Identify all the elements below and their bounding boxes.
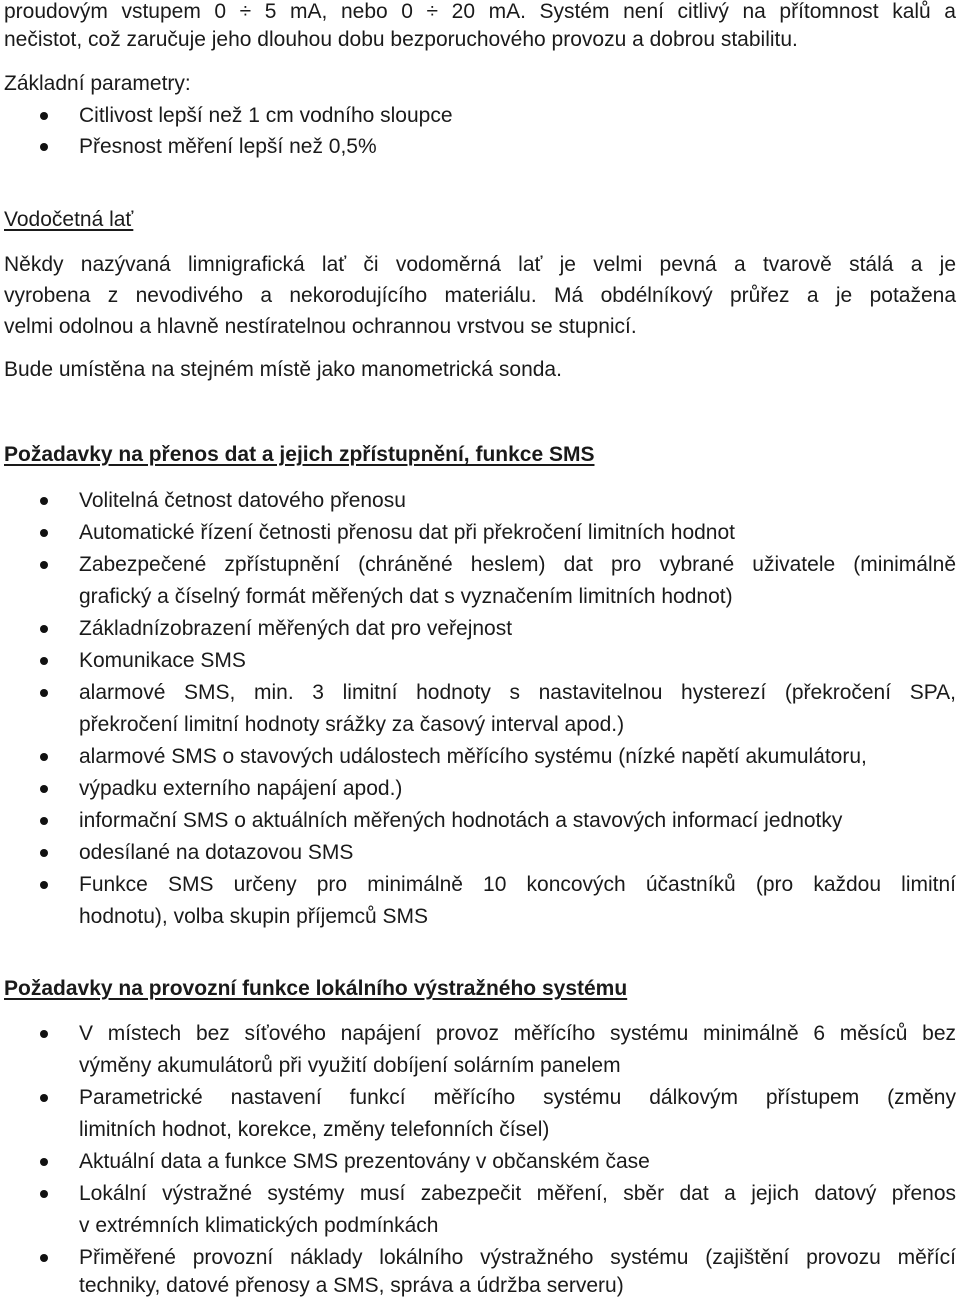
bullet-icon: [40, 753, 48, 761]
bullet-icon: [40, 1190, 48, 1198]
bullet-icon: [40, 657, 48, 665]
data-transfer-item: Základnízobrazení měřených dat pro veřejnost: [79, 617, 513, 640]
bullet-icon: [40, 112, 48, 120]
local-warning-item: V místech bez síťového napájení provoz měřícího systému minimálně 6 měsíců bez: [79, 1022, 956, 1045]
local-warning-item: Lokální výstražné systémy musí zabezpečit měření, sběr dat a jejich datový přenos: [79, 1182, 956, 1205]
intro-line-2: nečistot, což zaručuje jeho dlouhou dobu bezporuchového provozu a dobrou stabilitu.: [4, 28, 798, 51]
bullet-icon: [40, 689, 48, 697]
local-warning-heading: Požadavky na provozní funkce lokálního výstražného systému: [4, 977, 628, 1000]
data-transfer-item-cont: grafický a číselný formát měřených dat s vyznačením limitních hodnot): [79, 585, 733, 608]
bullet-icon: [40, 1030, 48, 1038]
bullet-icon: [40, 143, 48, 151]
local-warning-item-cont: techniky, datové přenosy a SMS, správa a údržba serveru): [79, 1274, 624, 1297]
data-transfer-item: Zabezpečené zpřístupnění (chráněné heslem) dat pro vybrané uživatele (minimálně: [79, 553, 956, 576]
data-transfer-item: alarmové SMS, min. 3 limitní hodnoty s nastavitelnou hysterezí (překročení SPA,: [79, 681, 956, 704]
data-transfer-item: Komunikace SMS: [79, 649, 246, 672]
staff-gauge-p1-line-2: vyrobena z nevodivého a nekorodujícího materiálu. Má obdélníkový průřez a je potažena: [4, 284, 956, 307]
data-transfer-item: informační SMS o aktuálních měřených hodnotách a stavových informací jednotky: [79, 809, 843, 832]
bullet-icon: [40, 1158, 48, 1166]
data-transfer-item: odesílané na dotazovou SMS: [79, 841, 354, 864]
staff-gauge-heading: Vodočetná lať: [4, 208, 134, 231]
bullet-icon: [40, 1254, 48, 1262]
data-transfer-item-cont: překročení limitní hodnoty srážky za časový interval apod.): [79, 713, 625, 736]
bullet-icon: [40, 497, 48, 505]
local-warning-item: Přiměřené provozní náklady lokálního výstražného systému (zajištění provozu měřící: [79, 1246, 956, 1269]
bullet-icon: [40, 881, 48, 889]
local-warning-item-cont: v extrémních klimatických podmínkách: [79, 1214, 439, 1237]
bullet-icon: [40, 817, 48, 825]
data-transfer-item: výpadku externího napájení apod.): [79, 777, 403, 800]
data-transfer-item: alarmové SMS o stavových událostech měřícího systému (nízké napětí akumulátoru,: [79, 745, 867, 768]
data-transfer-item: Automatické řízení četnosti přenosu dat při překročení limitních hodnot: [79, 521, 736, 544]
local-warning-item-cont: výměny akumulátorů při využití dobíjení solárním panelem: [79, 1054, 621, 1077]
bullet-icon: [40, 529, 48, 537]
bullet-icon: [40, 625, 48, 633]
bullet-icon: [40, 849, 48, 857]
basic-param-item: Citlivost lepší než 1 cm vodního sloupce: [79, 104, 453, 127]
bullet-icon: [40, 785, 48, 793]
local-warning-item: Parametrické nastavení funkcí měřícího systému dálkovým přístupem (změny: [79, 1086, 956, 1109]
bullet-icon: [40, 1094, 48, 1102]
bullet-icon: [40, 561, 48, 569]
data-transfer-item-cont: hodnotu), volba skupin příjemců SMS: [79, 905, 429, 928]
staff-gauge-p1-line-3: velmi odolnou a hlavně nestíratelnou ochrannou vrstvou se stupnicí.: [4, 315, 637, 338]
data-transfer-item: Volitelná četnost datového přenosu: [79, 489, 406, 512]
basic-params-heading: Základní parametry:: [4, 72, 191, 95]
local-warning-item: Aktuální data a funkce SMS prezentovány v občanském čase: [79, 1150, 650, 1173]
staff-gauge-p1-line-1: Někdy nazývaná limnigrafická lať či vodoměrná lať je velmi pevná a tvarově stálá a je: [4, 253, 956, 276]
data-transfer-heading: Požadavky na přenos dat a jejich zpřístupnění, funkce SMS: [4, 443, 595, 466]
intro-line-1: proudovým vstupem 0 ÷ 5 mA, nebo 0 ÷ 20 mA. Systém není citlivý na přítomnost kalů a: [4, 0, 956, 23]
local-warning-item-cont: limitních hodnot, korekce, změny telefonních čísel): [79, 1118, 550, 1141]
basic-param-item: Přesnost měření lepší než 0,5%: [79, 135, 377, 158]
data-transfer-item: Funkce SMS určeny pro minimálně 10 koncových účastníků (pro každou limitní: [79, 873, 956, 896]
staff-gauge-p2: Bude umístěna na stejném místě jako manometrická sonda.: [4, 358, 562, 381]
